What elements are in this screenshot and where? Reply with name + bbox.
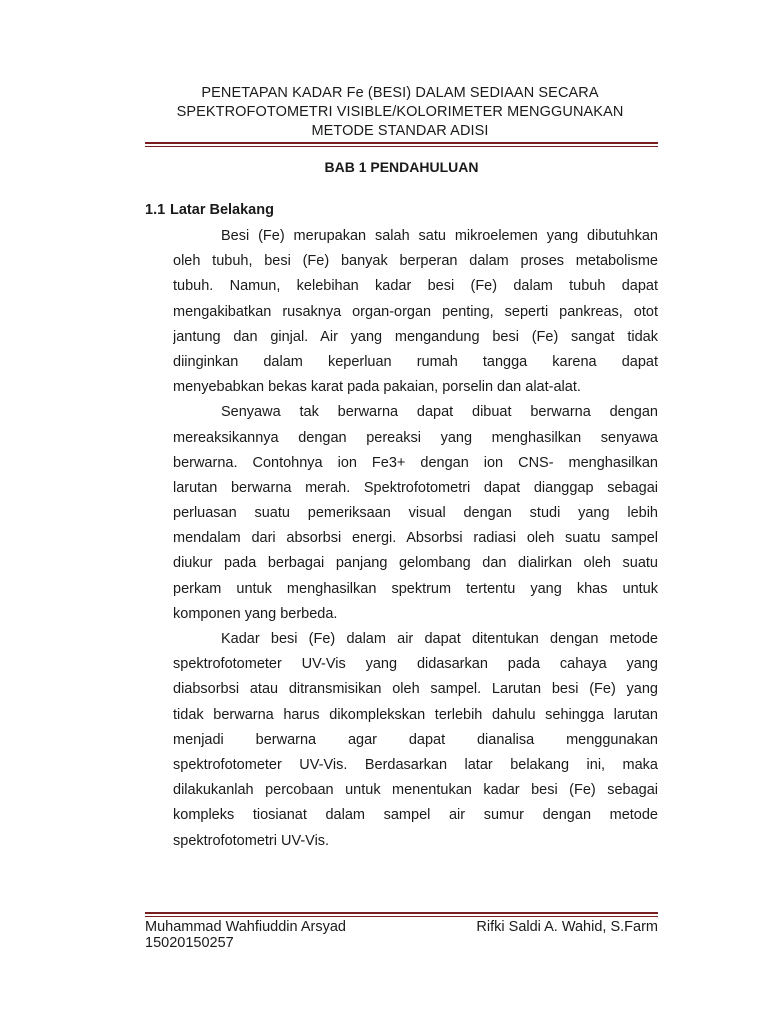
paragraph-line: komponen yang berbeda.	[173, 605, 338, 622]
paragraph-line: menyebabkan bekas karat pada pakaian, porselin dan alat-alat.	[173, 379, 581, 396]
paragraph-line: larutan berwarna merah. Spektrofotometri dapat dianggap sebagai	[173, 479, 658, 496]
paragraph-line: mereaksikannya dengan pereaksi yang menghasilkan senyawa	[173, 429, 658, 446]
author-name: Muhammad Wahfiuddin Arsyad	[145, 919, 346, 935]
student-id: 15020150257	[145, 935, 234, 951]
paragraph-line: dilakukanlah percobaan untuk menentukan kadar besi (Fe) sebagai	[173, 782, 658, 799]
paragraph-line: spektrofotometri UV-Vis.	[173, 832, 330, 849]
paragraph-line: oleh tubuh, besi (Fe) banyak berperan dalam proses metabolisme	[173, 253, 658, 270]
paragraph-line: diabsorbsi atau ditransmisikan oleh sampel. Larutan besi (Fe) yang	[173, 681, 658, 698]
paragraph-line: tubuh. Namun, kelebihan kadar besi (Fe) dalam tubuh dapat	[173, 278, 658, 295]
section-number: 1.1	[145, 202, 166, 218]
paragraph-line: kompleks tiosianat dalam sampel air sumur dengan metode	[173, 807, 658, 824]
paragraph-line: perluasan suatu pemeriksaan visual dengan studi yang lebih	[173, 505, 658, 522]
paragraph-line: mendalam dari absorbsi energi. Absorbsi radiasi oleh suatu sampel	[173, 530, 658, 547]
paragraph-line: spektrofotometer UV-Vis. Berdasarkan latar belakang ini, maka	[173, 756, 658, 773]
document-title	[140, 84, 660, 141]
body-text	[173, 224, 658, 854]
paragraph-line: spektrofotometer UV-Vis yang didasarkan pada cahaya yang	[173, 656, 658, 673]
paragraph-line: berwarna. Contohnya ion Fe3+ dengan ion CNS- menghasilkan	[173, 454, 658, 471]
paragraph-line: jantung dan ginjal. Air yang mengandung besi (Fe) sangat tidak	[173, 328, 658, 345]
paragraph-line: diukur pada berbagai panjang gelombang dan dialirkan oleh suatu	[173, 555, 658, 572]
paragraph-line: mengakibatkan rusaknya organ-organ penting, seperti pankreas, otot	[173, 303, 658, 320]
footer-divider	[145, 912, 658, 917]
header-divider	[145, 142, 658, 147]
paragraph-line: Senyawa tak berwarna dapat dibuat berwarna dengan	[221, 404, 658, 421]
paragraph-line: tidak berwarna harus dikomplekskan terlebih dahulu sehingga larutan	[173, 706, 658, 723]
title-line: SPEKTROFOTOMETRI VISIBLE/KOLORIMETER MENGGUNAKAN	[176, 104, 624, 120]
section-heading	[145, 202, 274, 218]
paragraph-line: menjadi berwarna agar dapat dianalisa menggunakan	[173, 731, 658, 748]
paragraph-line: perkam untuk menghasilkan spektrum tertentu yang khas untuk	[173, 580, 658, 597]
supervisor-name: Rifki Saldi A. Wahid, S.Farm	[476, 919, 658, 935]
chapter-heading: BAB 1 PENDAHULUAN	[324, 159, 479, 175]
paragraph-line: Besi (Fe) merupakan salah satu mikroelemen yang dibutuhkan	[221, 228, 658, 244]
title-line: METODE STANDAR ADISI	[311, 123, 489, 139]
section-title: Latar Belakang	[170, 202, 274, 218]
title-line: PENETAPAN KADAR Fe (BESI) DALAM SEDIAAN SECARA	[201, 85, 599, 101]
paragraph-line: Kadar besi (Fe) dalam air dapat ditentukan dengan metode	[221, 631, 658, 647]
paragraph-line: diinginkan dalam keperluan rumah tangga karena dapat	[173, 353, 658, 370]
